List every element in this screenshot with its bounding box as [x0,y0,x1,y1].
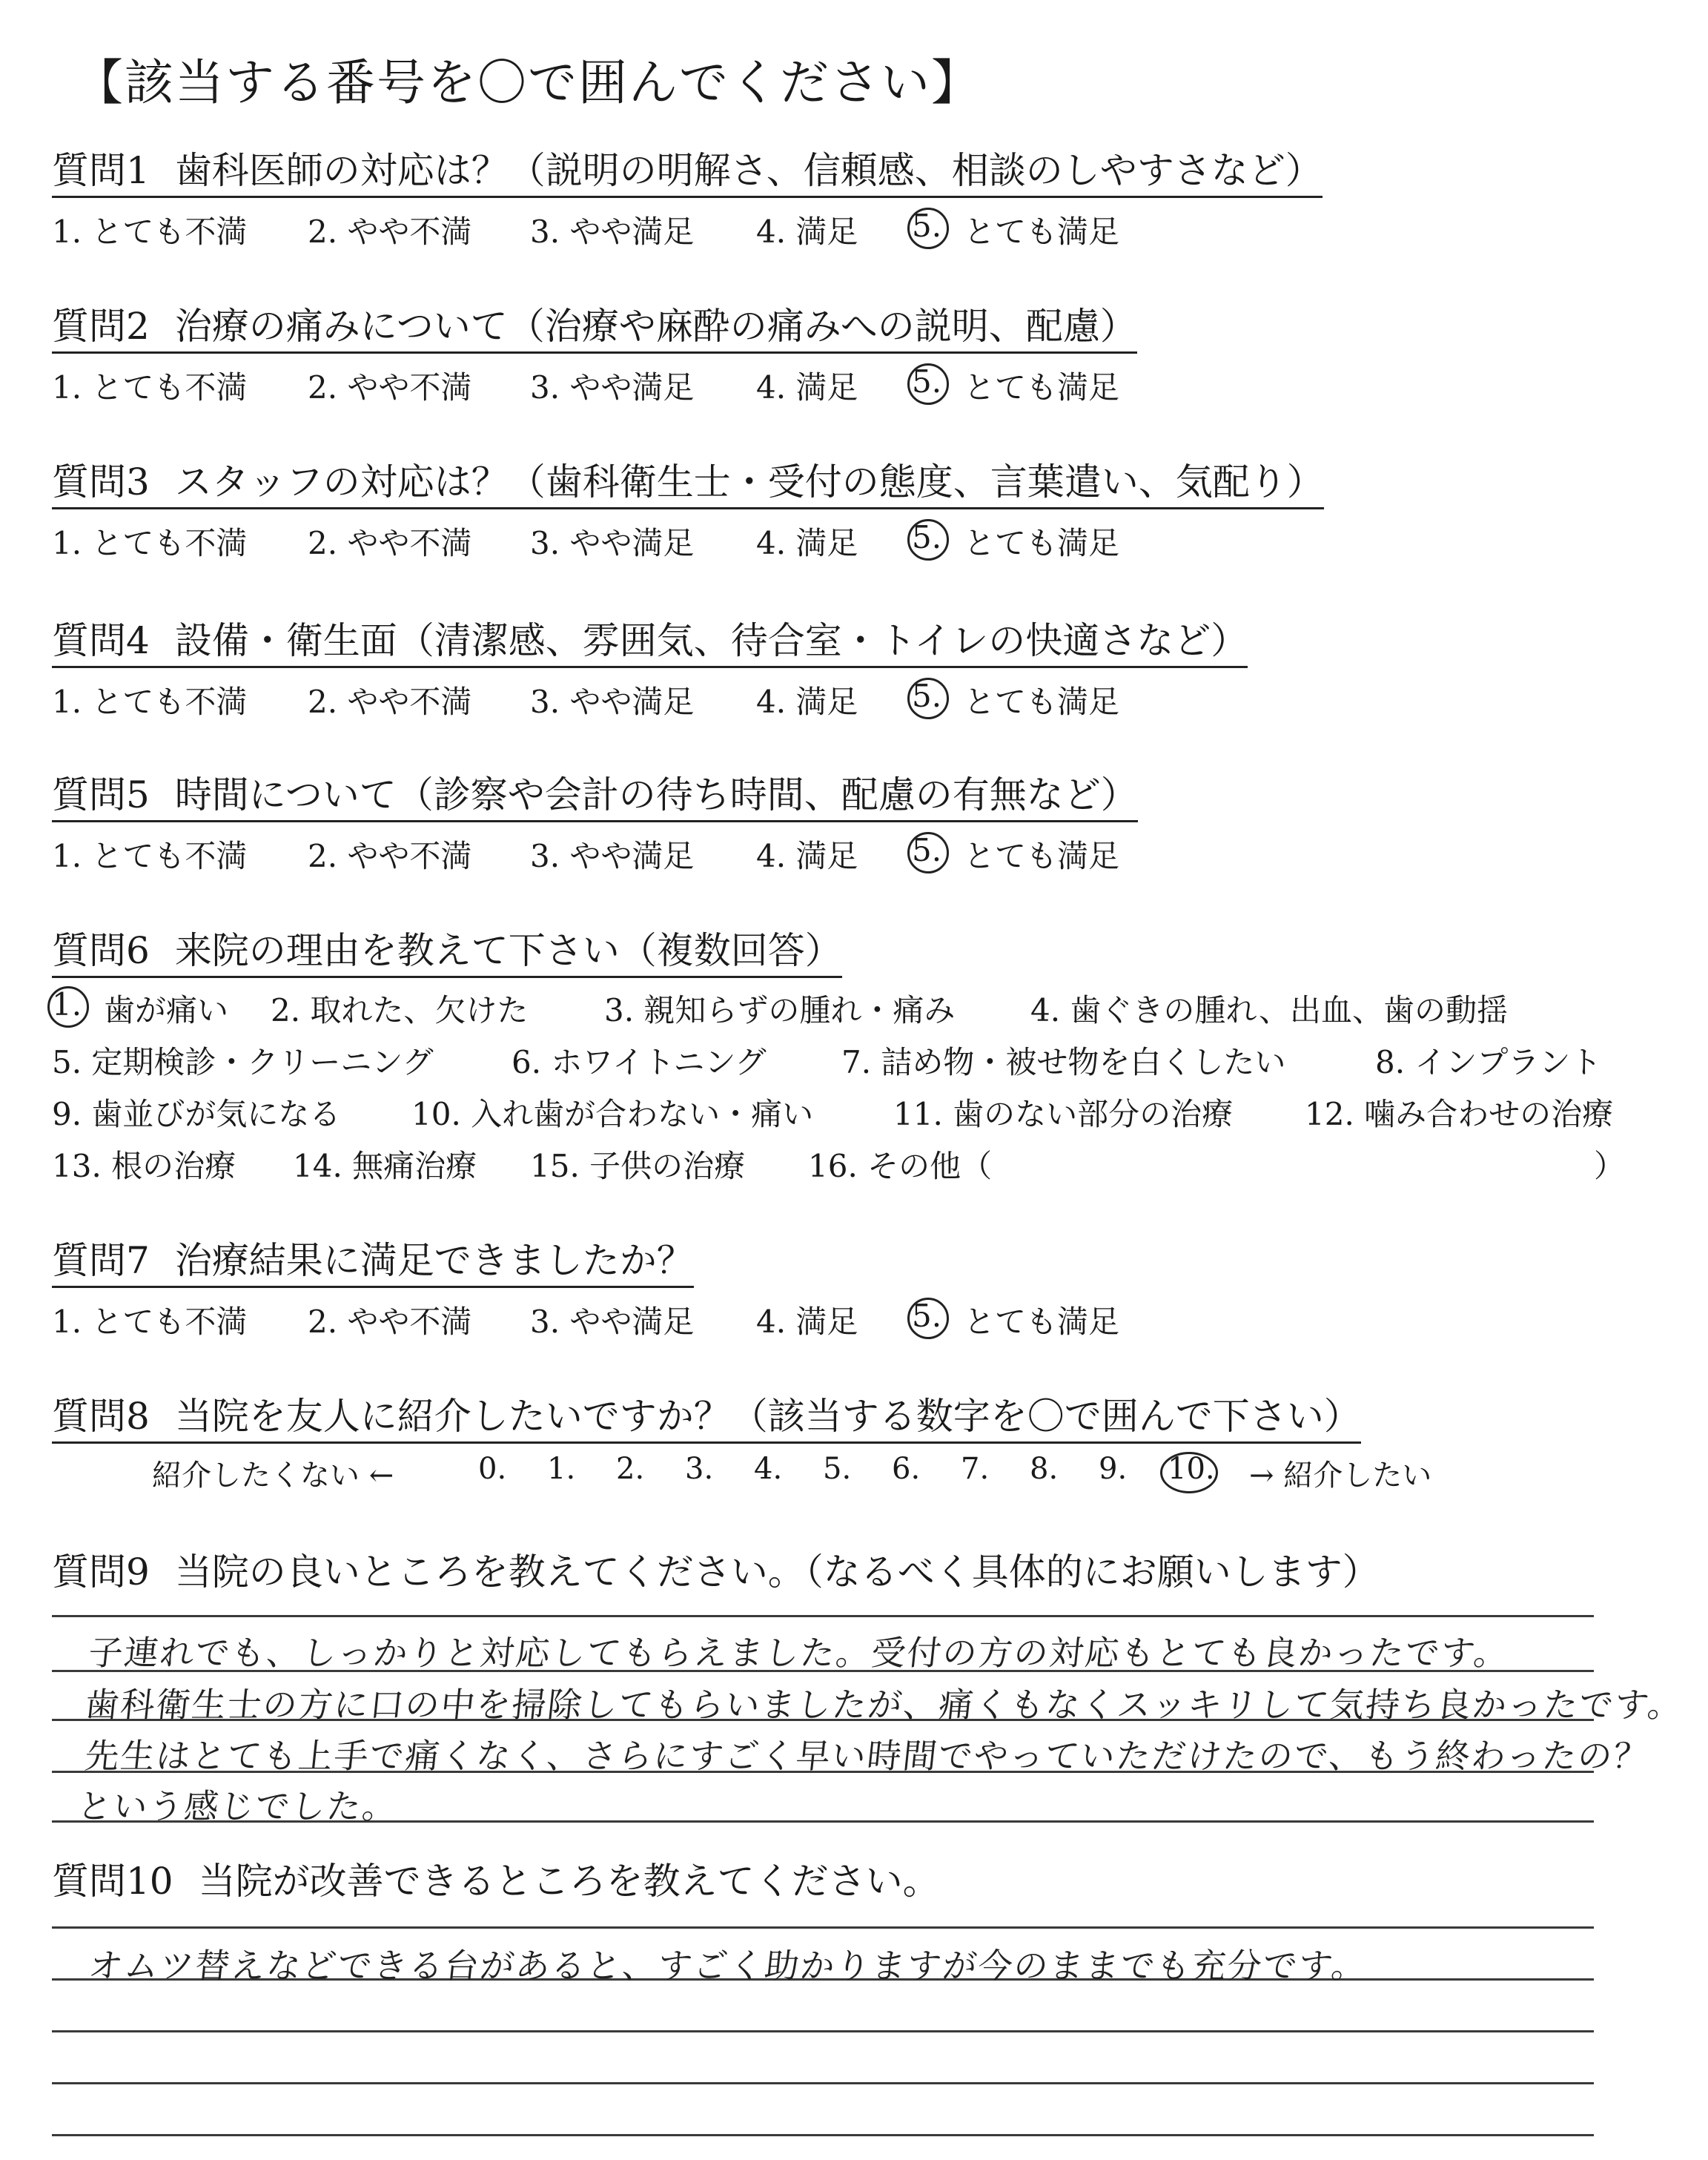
recommend-10-selected[interactable]: 10. [1168,1452,1215,1486]
option-very-satisfied-selected[interactable]: 5. [912,1298,942,1334]
option-somewhat-satisfied[interactable]: 3. やや満足 [530,525,695,561]
question-10-number: 質問10 [52,1860,173,1903]
question-1-text: 歯科医師の対応は？（説明の明解さ、信頼感、相談のしやすさなど） [174,149,1323,192]
handwritten-answer-line: 歯科衛生士の方に口の中を掃除してもらいましたが、痛くもなくスッキリして気持ち良かったです。 [82,1685,1686,1725]
option-very-dissatisfied[interactable]: 1. とても不満 [52,1304,248,1340]
question-8-number: 質問8 [52,1395,150,1438]
question-8-text: 当院を友人に紹介したいですか？（該当する数字を〇で囲んで下さい） [174,1395,1361,1438]
handwritten-answer-line: 先生はとても上手で痛くなく、さらにすごく早い時間でやっていただけたので、もう終わったの？ [82,1736,1652,1776]
reason-root-canal[interactable]: 13. 根の治療 [52,1148,236,1184]
reason-checkup-cleaning[interactable]: 5. 定期検診・クリーニング [52,1044,434,1080]
recommend-2[interactable]: 2. [616,1452,645,1486]
reason-toothache-label: 歯が痛い [104,992,229,1028]
option-very-satisfied-selected[interactable]: 5. [912,678,942,714]
option-somewhat-satisfied[interactable]: 3. やや満足 [530,214,695,250]
question-3-text: スタッフの対応は？（歯科衛生士・受付の態度、言葉遣い、気配り） [174,460,1324,503]
recommend-8[interactable]: 8. [1030,1452,1059,1486]
question-2-heading [52,303,1137,354]
recommend-scale-left-label: 紹介したくない ← [152,1459,394,1493]
question-2-number: 質問2 [52,305,150,348]
answer-line [52,2030,1594,2032]
option-somewhat-satisfied[interactable]: 3. やや満足 [530,369,695,406]
question-10-heading [52,1857,940,1906]
recommend-5[interactable]: 5. [823,1452,852,1486]
option-somewhat-dissatisfied[interactable]: 2. やや不満 [308,838,472,874]
question-4-number: 質問4 [52,619,150,662]
option-very-dissatisfied[interactable]: 1. とても不満 [52,369,248,406]
option-very-dissatisfied[interactable]: 1. とても不満 [52,838,248,874]
option-very-satisfied-selected[interactable]: 5. [912,832,942,868]
option-somewhat-dissatisfied[interactable]: 2. やや不満 [308,684,472,720]
option-satisfied[interactable]: 4. 満足 [756,838,858,874]
answer-line [52,1615,1594,1617]
option-somewhat-dissatisfied[interactable]: 2. やや不満 [308,214,472,250]
handwritten-answer-line: という感じでした。 [75,1786,400,1826]
option-very-satisfied-label: とても満足 [964,684,1120,720]
option-very-dissatisfied[interactable]: 1. とても不満 [52,525,248,561]
question-9-number: 質問9 [52,1550,150,1593]
question-5-heading [52,771,1138,822]
question-7-heading [52,1237,694,1288]
answer-line [52,2134,1594,2136]
option-very-satisfied-selected[interactable]: 5. [912,363,942,400]
reason-painless[interactable]: 14. 無痛治療 [293,1148,477,1184]
handwritten-answer-line: オムツ替えなどできる台があると、すごく助かりますが今のままでも充分です。 [86,1946,1369,1986]
option-satisfied[interactable]: 4. 満足 [756,214,858,250]
question-7-text: 治療結果に満足できましたか？ [174,1239,694,1282]
recommend-4[interactable]: 4. [754,1452,783,1486]
option-very-satisfied-label: とても満足 [964,214,1120,250]
option-satisfied[interactable]: 4. 満足 [756,369,858,406]
option-very-dissatisfied[interactable]: 1. とても不満 [52,214,248,250]
option-satisfied[interactable]: 4. 満足 [756,525,858,561]
handwritten-answer-line: 子連れでも、しっかりと対応してもらえました。受付の方の対応もとても良かったです。 [86,1633,1512,1673]
reason-other[interactable]: 16. その他（ [808,1148,993,1184]
recommend-3[interactable]: 3. [685,1452,714,1486]
recommend-9[interactable]: 9. [1099,1452,1128,1486]
option-very-satisfied-label: とても満足 [964,838,1120,874]
reason-alignment[interactable]: 9. 歯並びが気になる [52,1096,341,1132]
question-5-text: 時間について（診察や会計の待ち時間、配慮の有無など） [174,773,1138,816]
reason-dentures[interactable]: 10. 入れ歯が合わない・痛い [411,1096,814,1132]
reason-wisdom-tooth[interactable]: 3. 親知らずの腫れ・痛み [604,992,956,1028]
reason-children[interactable]: 15. 子供の治療 [530,1148,746,1184]
option-somewhat-satisfied[interactable]: 3. やや満足 [530,684,695,720]
reason-white-fillings[interactable]: 7. 詰め物・被せ物を白くしたい [841,1044,1286,1080]
reason-gum-bleeding[interactable]: 4. 歯ぐきの腫れ、出血、歯の動揺 [1030,992,1508,1028]
form-title: 【該当する番号を〇で囲んでください】 [74,54,982,111]
question-9-heading [52,1548,1380,1597]
question-8-heading [52,1393,1361,1444]
option-somewhat-dissatisfied[interactable]: 2. やや不満 [308,369,472,406]
option-somewhat-dissatisfied[interactable]: 2. やや不満 [308,1304,472,1340]
answer-line [52,2082,1594,2084]
option-very-satisfied-label: とても満足 [964,369,1120,406]
option-somewhat-satisfied[interactable]: 3. やや満足 [530,1304,695,1340]
question-10-text: 当院が改善できるところを教えてください。 [198,1860,940,1903]
question-2-text: 治療の痛みについて（治療や麻酔の痛みへの説明、配慮） [174,305,1137,348]
question-1-number: 質問1 [52,149,150,192]
question-1-heading [52,147,1323,198]
reason-other-close-paren: ） [1594,1148,1626,1184]
question-4-heading [52,617,1248,668]
reason-chipped[interactable]: 2. 取れた、欠けた [271,992,529,1028]
reason-whitening[interactable]: 6. ホワイトニング [512,1044,767,1080]
option-satisfied[interactable]: 4. 満足 [756,684,858,720]
question-3-number: 質問3 [52,460,150,503]
option-very-satisfied-selected[interactable]: 5. [912,208,942,244]
question-6-text: 来院の理由を教えて下さい（複数回答） [174,929,842,972]
option-very-dissatisfied[interactable]: 1. とても不満 [52,684,248,720]
reason-toothache-selected[interactable]: 1. [52,986,82,1023]
question-5-number: 質問5 [52,773,150,816]
recommend-0[interactable]: 0. [478,1452,507,1486]
answer-line [52,1926,1594,1929]
reason-bite[interactable]: 12. 噛み合わせの治療 [1305,1096,1614,1132]
option-very-satisfied-label: とても満足 [964,525,1120,561]
recommend-6[interactable]: 6. [892,1452,921,1486]
reason-implant[interactable]: 8. インプラント [1375,1044,1602,1080]
question-4-text: 設備・衛生面（清潔感、雰囲気、待合室・トイレの快適さなど） [174,619,1248,662]
recommend-1[interactable]: 1. [547,1452,576,1486]
option-somewhat-satisfied[interactable]: 3. やや満足 [530,838,695,874]
question-6-number: 質問6 [52,929,150,972]
reason-missing-teeth[interactable]: 11. 歯のない部分の治療 [893,1096,1234,1132]
question-9-text: 当院の良いところを教えてください。（なるべく具体的にお願いします） [174,1550,1380,1593]
option-very-satisfied-label: とても満足 [964,1304,1120,1340]
option-somewhat-dissatisfied[interactable]: 2. やや不満 [308,525,472,561]
question-3-heading [52,458,1324,509]
recommend-scale-right-label: → 紹介したい [1249,1459,1432,1493]
question-7-number: 質問7 [52,1239,150,1282]
question-6-heading [52,927,842,978]
recommend-7[interactable]: 7. [961,1452,990,1486]
option-very-satisfied-selected[interactable]: 5. [912,519,942,555]
option-satisfied[interactable]: 4. 満足 [756,1304,858,1340]
